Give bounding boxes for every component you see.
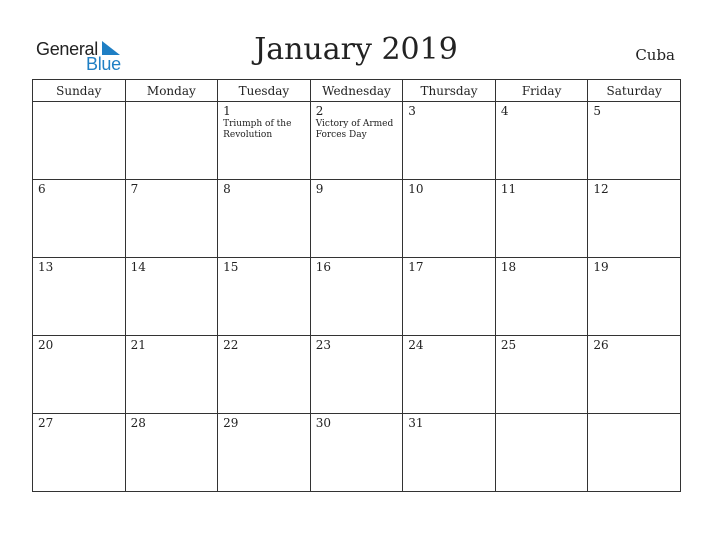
weekday-header-tuesday: Tuesday [218,80,311,102]
day-number: 14 [130,260,146,274]
calendar-body [33,102,681,492]
day-number: 6 [38,182,46,196]
day-number: 16 [315,260,331,274]
day-cell-content [126,258,218,276]
weekday-header-saturday: Saturday [588,80,681,102]
day-number: 23 [315,338,331,352]
week-row [33,180,681,258]
week-row [33,336,681,414]
day-cell-content [33,336,125,354]
day-cell-content [33,180,125,198]
calendar-title: January 2019 [254,32,458,67]
day-cell [125,258,218,336]
day-cell-content [588,336,680,354]
day-cell-content [588,102,680,120]
day-cell [588,258,681,336]
day-number: 20 [38,338,54,352]
calendar-grid [32,79,681,492]
day-number: 3 [408,104,416,118]
day-number: 8 [223,182,231,196]
day-number: 5 [593,104,602,118]
day-cell [588,336,681,414]
day-number: 2 [315,104,324,118]
day-cell [495,258,588,336]
day-cell-content [403,336,495,354]
day-number: 4 [500,104,509,118]
day-cell-content [218,336,310,354]
day-number: 11 [500,182,517,196]
day-cell-content [496,258,588,276]
day-cell [495,414,588,492]
day-cell-content [403,414,495,432]
day-number: 1 [223,104,231,118]
day-number: 29 [223,416,239,430]
day-cell [403,336,496,414]
day-cell [310,258,403,336]
weekday-header-monday: Monday [125,80,218,102]
day-cell-content [33,258,125,276]
day-cell-content [311,336,403,354]
weekday-header-sunday: Sunday [33,80,126,102]
day-cell-content [126,414,218,432]
week-row [33,102,681,180]
day-cell [33,180,126,258]
day-cell [310,336,403,414]
day-cell [125,102,218,180]
day-number: 12 [593,182,609,196]
day-cell-content [218,102,310,143]
day-number: 10 [408,182,424,196]
day-cell-content [126,336,218,354]
day-cell [403,258,496,336]
day-cell [125,180,218,258]
day-number: 18 [500,260,517,274]
day-cell [495,180,588,258]
day-cell-content [218,258,310,276]
day-number: 30 [315,416,331,430]
day-cell [403,180,496,258]
day-cell-content [588,414,680,418]
day-cell [33,414,126,492]
day-cell-content [311,414,403,432]
day-cell [125,336,218,414]
day-cell-content [588,180,680,198]
day-number: 15 [223,260,239,274]
day-cell [218,258,311,336]
day-cell [310,414,403,492]
day-cell [218,102,311,180]
weekday-header-row [33,80,681,102]
day-cell-content [311,180,403,198]
day-number: 25 [500,338,517,352]
logo-text-blue: Blue [86,54,121,74]
day-cell [218,336,311,414]
day-number: 24 [408,338,424,352]
day-number: 17 [408,260,424,274]
day-number: 31 [408,416,424,430]
day-number: 13 [38,260,54,274]
holiday-label: Triumph of the Revolution [223,119,292,140]
day-cell [495,102,588,180]
day-number: 9 [315,182,324,196]
weekday-header-friday: Friday [495,80,588,102]
day-cell-content [588,258,680,276]
day-cell-content [218,414,310,432]
logo-text-general: General [36,39,98,59]
week-row [33,414,681,492]
day-cell [588,414,681,492]
day-cell [125,414,218,492]
day-cell [588,180,681,258]
day-cell-content [403,102,495,120]
day-cell [403,102,496,180]
day-cell [403,414,496,492]
day-number: 26 [593,338,609,352]
week-row [33,258,681,336]
day-cell-content [403,180,495,198]
day-cell-content [33,414,125,432]
holiday-label: Victory of Armed Forces Day [315,119,394,140]
day-cell-content [403,258,495,276]
day-cell [218,180,311,258]
day-cell-content [218,180,310,198]
weekday-header-thursday: Thursday [403,80,496,102]
day-cell-content [496,414,588,418]
day-cell-content [496,336,588,354]
day-cell [310,180,403,258]
weekday-header-wednesday: Wednesday [310,80,403,102]
day-cell-content [496,180,588,198]
country-label: Cuba [635,46,675,64]
day-cell-content [126,102,218,106]
day-cell-content [311,258,403,276]
day-cell-content [311,102,403,143]
day-cell [33,336,126,414]
day-number: 22 [223,338,239,352]
day-cell-content [126,180,218,198]
day-cell [218,414,311,492]
day-number: 27 [38,416,54,430]
day-number: 28 [130,416,146,430]
day-cell [310,102,403,180]
day-cell [495,336,588,414]
day-cell [33,258,126,336]
day-number: 19 [593,260,609,274]
day-cell-content [33,102,125,106]
day-number: 21 [130,338,146,352]
day-number: 7 [130,182,139,196]
day-cell [588,102,681,180]
day-cell [33,102,126,180]
day-cell-content [496,102,588,120]
